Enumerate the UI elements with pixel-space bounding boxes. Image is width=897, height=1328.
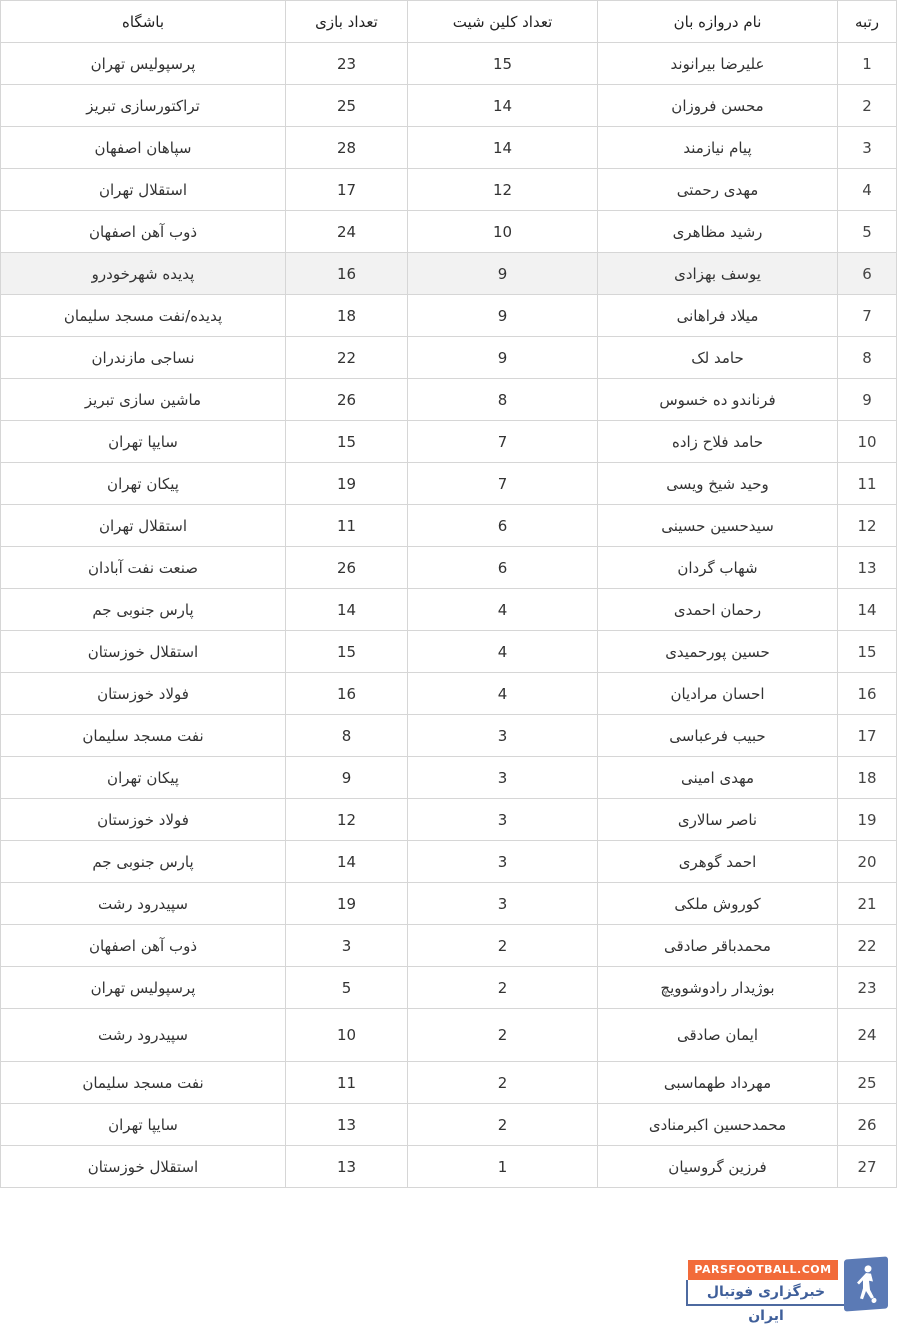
cell-rank: 19 [838, 799, 897, 841]
cell-clean-sheets: 7 [408, 463, 598, 505]
cell-games: 13 [286, 1146, 408, 1188]
cell-goalkeeper: رشید مظاهری [598, 211, 838, 253]
table-row [1, 127, 897, 169]
parsfootball-logo [684, 1256, 894, 1324]
cell-club: نساجی مازندران [1, 337, 286, 379]
table-row [1, 715, 897, 757]
cell-rank: 11 [838, 463, 897, 505]
cell-games: 16 [286, 673, 408, 715]
table-row [1, 295, 897, 337]
cell-games: 15 [286, 631, 408, 673]
cell-goalkeeper: محسن فروزان [598, 85, 838, 127]
table-row [1, 841, 897, 883]
cell-goalkeeper: مهدی امینی [598, 757, 838, 799]
table-row [1, 547, 897, 589]
cell-goalkeeper: احسان مرادیان [598, 673, 838, 715]
cell-games: 5 [286, 967, 408, 1009]
table-row [1, 1146, 897, 1188]
cell-clean-sheets: 4 [408, 631, 598, 673]
cell-rank: 2 [838, 85, 897, 127]
logo-site-name: PARSFOOTBALL.COM [688, 1260, 838, 1280]
cell-rank: 8 [838, 337, 897, 379]
table-row [1, 589, 897, 631]
logo-tagline: خبرگزاری فوتبال ایران [686, 1280, 844, 1306]
cell-rank: 23 [838, 967, 897, 1009]
cell-games: 13 [286, 1104, 408, 1146]
table-row [1, 379, 897, 421]
table-row [1, 883, 897, 925]
cell-clean-sheets: 3 [408, 715, 598, 757]
cell-goalkeeper: سیدحسین حسینی [598, 505, 838, 547]
cell-clean-sheets: 2 [408, 1062, 598, 1104]
cell-games: 8 [286, 715, 408, 757]
cell-goalkeeper: رحمان احمدی [598, 589, 838, 631]
cell-games: 9 [286, 757, 408, 799]
cell-club: سپاهان اصفهان [1, 127, 286, 169]
cell-goalkeeper: شهاب گردان [598, 547, 838, 589]
cell-games: 14 [286, 841, 408, 883]
cell-club: تراکتورسازی تبریز [1, 85, 286, 127]
cell-clean-sheets: 4 [408, 673, 598, 715]
cell-club: پدیده شهرخودرو [1, 253, 286, 295]
cell-club: استقلال تهران [1, 169, 286, 211]
cell-club: پارس جنوبی جم [1, 841, 286, 883]
cell-games: 26 [286, 547, 408, 589]
cell-goalkeeper: احمد گوهری [598, 841, 838, 883]
cell-goalkeeper: ناصر سالاری [598, 799, 838, 841]
cell-club: پارس جنوبی جم [1, 589, 286, 631]
cell-goalkeeper: حبیب فرعباسی [598, 715, 838, 757]
cell-rank: 16 [838, 673, 897, 715]
cell-games: 18 [286, 295, 408, 337]
cell-club: فولاد خوزستان [1, 799, 286, 841]
cell-games: 22 [286, 337, 408, 379]
cell-games: 23 [286, 43, 408, 85]
table-row [1, 1104, 897, 1146]
cell-games: 24 [286, 211, 408, 253]
cell-clean-sheets: 2 [408, 1009, 598, 1062]
cell-rank: 22 [838, 925, 897, 967]
cell-games: 25 [286, 85, 408, 127]
cell-games: 11 [286, 505, 408, 547]
cell-rank: 21 [838, 883, 897, 925]
cell-rank: 6 [838, 253, 897, 295]
cell-goalkeeper: فرزین گروسیان [598, 1146, 838, 1188]
table-header-row [1, 1, 897, 43]
cell-games: 12 [286, 799, 408, 841]
cell-games: 10 [286, 1009, 408, 1062]
cell-rank: 5 [838, 211, 897, 253]
table-row [1, 631, 897, 673]
cell-rank: 9 [838, 379, 897, 421]
cell-goalkeeper: محمدباقر صادقی [598, 925, 838, 967]
table-row [1, 505, 897, 547]
cell-goalkeeper: پیام نیازمند [598, 127, 838, 169]
cell-goalkeeper: مهدی رحمتی [598, 169, 838, 211]
cell-clean-sheets: 7 [408, 421, 598, 463]
table-row [1, 1009, 897, 1062]
cell-club: استقلال تهران [1, 505, 286, 547]
cell-rank: 26 [838, 1104, 897, 1146]
cell-rank: 20 [838, 841, 897, 883]
cell-club: پدیده/نفت مسجد سلیمان [1, 295, 286, 337]
table-row [1, 967, 897, 1009]
cell-games: 14 [286, 589, 408, 631]
cell-games: 15 [286, 421, 408, 463]
cell-club: استقلال خوزستان [1, 1146, 286, 1188]
header-goalkeeper: نام دروازه بان [598, 1, 838, 43]
cell-clean-sheets: 8 [408, 379, 598, 421]
cell-clean-sheets: 6 [408, 505, 598, 547]
cell-goalkeeper: وحید شیخ ویسی [598, 463, 838, 505]
cell-clean-sheets: 2 [408, 925, 598, 967]
cell-goalkeeper: مهرداد طهماسبی [598, 1062, 838, 1104]
cell-rank: 14 [838, 589, 897, 631]
cell-goalkeeper: فرناندو ده خسوس [598, 379, 838, 421]
table-row [1, 673, 897, 715]
cell-games: 16 [286, 253, 408, 295]
cell-clean-sheets: 14 [408, 85, 598, 127]
table-row [1, 211, 897, 253]
cell-clean-sheets: 4 [408, 589, 598, 631]
cell-club: ذوب آهن اصفهان [1, 925, 286, 967]
table-row [1, 43, 897, 85]
cell-rank: 13 [838, 547, 897, 589]
header-games: تعداد بازی [286, 1, 408, 43]
cell-club: سایپا تهران [1, 421, 286, 463]
cell-clean-sheets: 15 [408, 43, 598, 85]
cell-club: فولاد خوزستان [1, 673, 286, 715]
cell-goalkeeper: محمدحسین اکبرمنادی [598, 1104, 838, 1146]
cell-rank: 24 [838, 1009, 897, 1062]
cell-goalkeeper: حامد لک [598, 337, 838, 379]
cell-goalkeeper: حسین پورحمیدی [598, 631, 838, 673]
cell-clean-sheets: 14 [408, 127, 598, 169]
cell-games: 19 [286, 463, 408, 505]
cell-club: پیکان تهران [1, 463, 286, 505]
cell-clean-sheets: 9 [408, 295, 598, 337]
cell-clean-sheets: 2 [408, 967, 598, 1009]
cell-clean-sheets: 10 [408, 211, 598, 253]
cell-rank: 7 [838, 295, 897, 337]
cell-rank: 18 [838, 757, 897, 799]
cell-games: 17 [286, 169, 408, 211]
cell-clean-sheets: 3 [408, 841, 598, 883]
cell-rank: 3 [838, 127, 897, 169]
cell-clean-sheets: 2 [408, 1104, 598, 1146]
cell-rank: 25 [838, 1062, 897, 1104]
cell-clean-sheets: 3 [408, 799, 598, 841]
cell-games: 19 [286, 883, 408, 925]
cell-games: 11 [286, 1062, 408, 1104]
table-row [1, 799, 897, 841]
table-row [1, 421, 897, 463]
cell-club: پیکان تهران [1, 757, 286, 799]
cell-goalkeeper: یوسف بهزادی [598, 253, 838, 295]
header-rank: رتبه [838, 1, 897, 43]
cell-rank: 1 [838, 43, 897, 85]
cell-rank: 15 [838, 631, 897, 673]
cell-games: 3 [286, 925, 408, 967]
cell-rank: 4 [838, 169, 897, 211]
cell-club: سایپا تهران [1, 1104, 286, 1146]
cell-goalkeeper: میلاد فراهانی [598, 295, 838, 337]
cell-club: استقلال خوزستان [1, 631, 286, 673]
cell-rank: 27 [838, 1146, 897, 1188]
cell-clean-sheets: 6 [408, 547, 598, 589]
header-clean-sheets: تعداد کلین شیت [408, 1, 598, 43]
table-row [1, 463, 897, 505]
cell-club: ماشین سازی تبریز [1, 379, 286, 421]
cell-clean-sheets: 9 [408, 337, 598, 379]
cell-club: پرسپولیس تهران [1, 967, 286, 1009]
table-row [1, 169, 897, 211]
cell-club: سپیدرود رشت [1, 1009, 286, 1062]
cell-clean-sheets: 1 [408, 1146, 598, 1188]
cell-games: 26 [286, 379, 408, 421]
cell-clean-sheets: 12 [408, 169, 598, 211]
cell-rank: 12 [838, 505, 897, 547]
cell-games: 28 [286, 127, 408, 169]
cell-club: نفت مسجد سلیمان [1, 1062, 286, 1104]
table-row [1, 757, 897, 799]
cell-goalkeeper: علیرضا بیرانوند [598, 43, 838, 85]
cell-goalkeeper: ایمان صادقی [598, 1009, 838, 1062]
table-row [1, 85, 897, 127]
cell-club: سپیدرود رشت [1, 883, 286, 925]
cell-clean-sheets: 3 [408, 883, 598, 925]
cell-club: صنعت نفت آبادان [1, 547, 286, 589]
header-club: باشگاه [1, 1, 286, 43]
cell-goalkeeper: حامد فلاح زاده [598, 421, 838, 463]
cell-clean-sheets: 3 [408, 757, 598, 799]
table-row [1, 925, 897, 967]
cell-goalkeeper: کوروش ملکی [598, 883, 838, 925]
cell-club: پرسپولیس تهران [1, 43, 286, 85]
table-row [1, 253, 897, 295]
table-row [1, 1062, 897, 1104]
cell-clean-sheets: 9 [408, 253, 598, 295]
football-player-icon [844, 1256, 888, 1311]
cell-rank: 10 [838, 421, 897, 463]
cell-rank: 17 [838, 715, 897, 757]
cell-club: ذوب آهن اصفهان [1, 211, 286, 253]
cell-goalkeeper: بوژیدار رادوشوویچ [598, 967, 838, 1009]
table-row [1, 337, 897, 379]
cell-club: نفت مسجد سلیمان [1, 715, 286, 757]
